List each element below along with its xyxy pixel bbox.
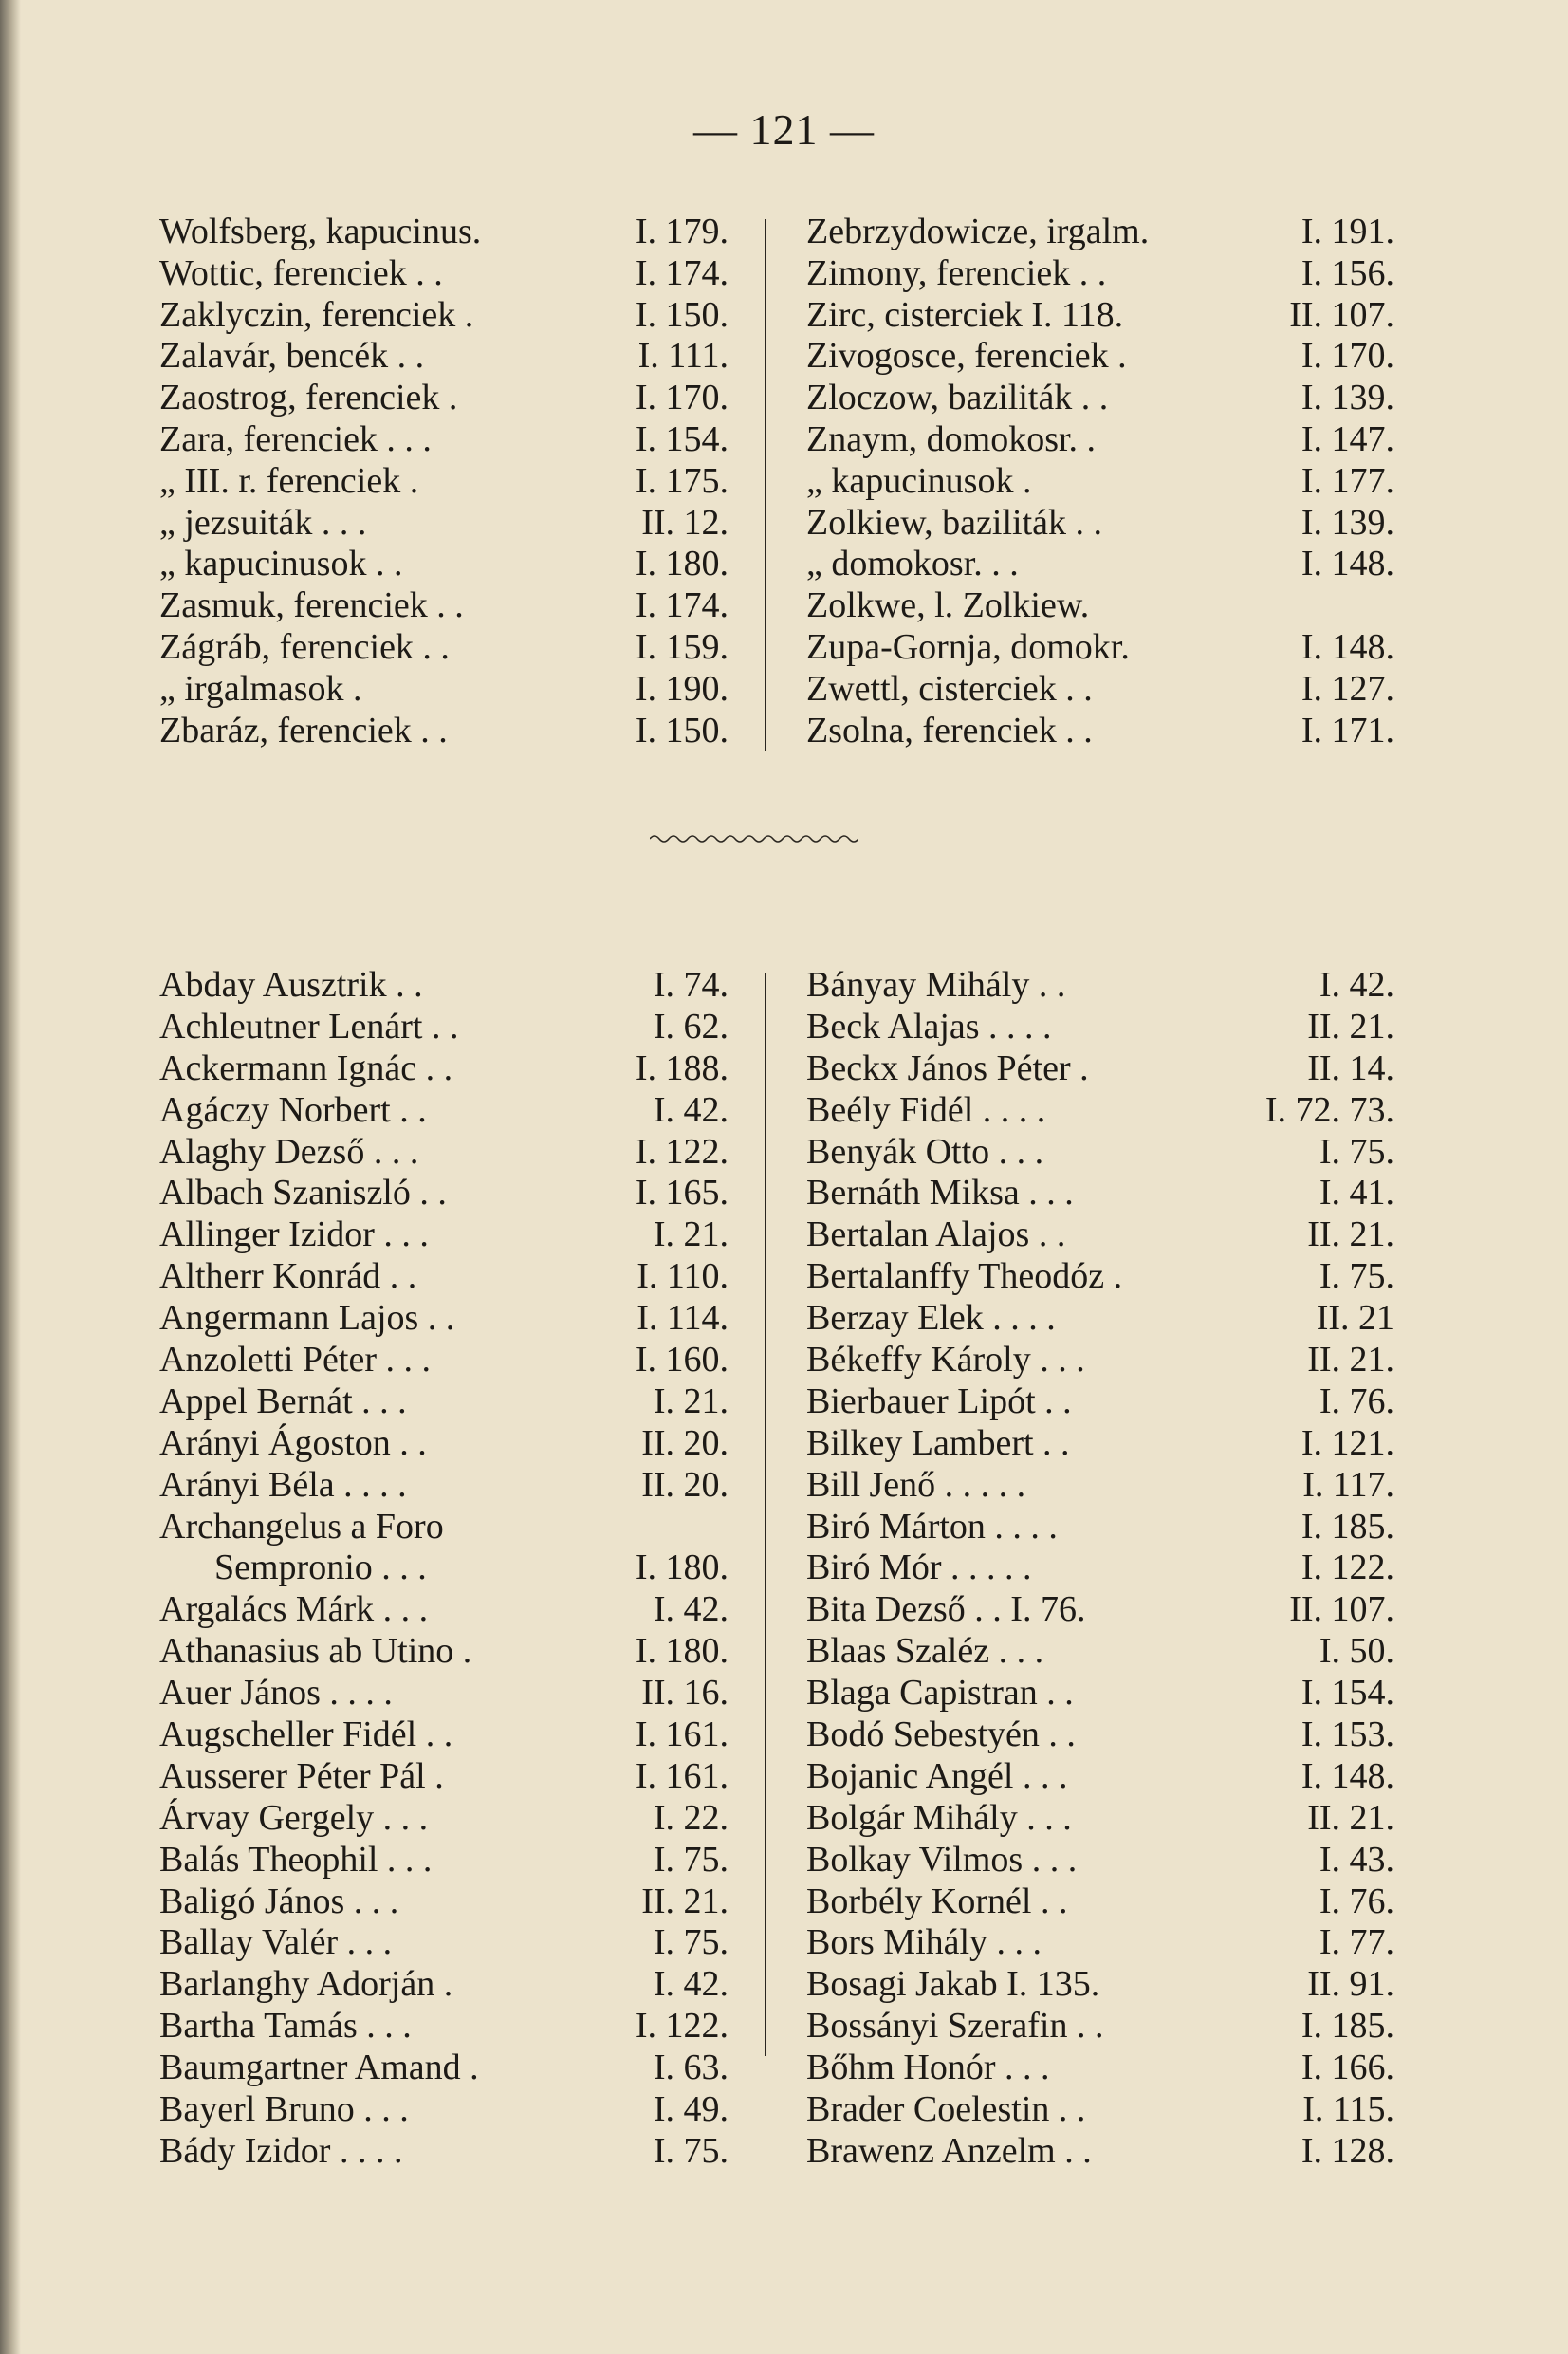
entry-page-reference: I. 76. [1319,1381,1394,1421]
entry-name: Augscheller Fidél . . [159,1715,453,1755]
entry-page-reference: II. 107. [1289,294,1394,335]
index-entry [806,965,1394,1007]
entry-page-reference: II. 14. [1307,1047,1394,1088]
index-entry [159,2048,729,2089]
entry-name: Borbély Kornél . . [806,1881,1068,1921]
entry-name: Athanasius ab Utino . [159,1631,472,1672]
entry-name: Zirc, cisterciek I. 118. [806,294,1124,335]
entry-name: Berzay Elek . . . . [806,1298,1056,1339]
entry-page-reference: II. 12. [641,502,729,543]
entry-name: Bill Jenő . . . . . [806,1464,1026,1505]
entry-name: Zalavár, bencék . . [159,336,425,377]
entry-page-reference: I. 115. [1302,2089,1394,2130]
entry-page-reference: I. 161. [635,1755,729,1796]
index-entry [806,585,1394,627]
index-entry [159,1631,729,1673]
entry-name: Zbaráz, ferenciek . . [159,710,448,751]
entry-page-reference: I. 74. [653,965,729,1005]
index-entry [806,1214,1394,1256]
index-entry [806,503,1394,545]
entry-name: Blaga Capistran . . [806,1673,1074,1714]
index-entry [806,2131,1394,2173]
entry-page-reference: I. 110. [636,1256,729,1297]
entry-name: Argalács Márk . . . [159,1589,429,1630]
index-entry [159,212,729,253]
entry-page-reference: I. 150. [635,294,729,335]
entry-name: Bányay Mihály . . [806,965,1066,1005]
index-entry [806,1756,1394,1798]
index-entry [159,1381,729,1423]
index-entry [806,1256,1394,1298]
entry-page-reference: I. 75. [653,1922,729,1963]
entry-page-reference: I. 121. [1301,1422,1394,1463]
entry-name: Beckx János Péter . [806,1047,1089,1088]
entry-name: Sempronio . . . [214,1548,427,1588]
entry-page-reference: I. 43. [1319,1839,1394,1880]
index-entry [159,711,729,752]
entry-page-reference: I. 148. [1301,1755,1394,1796]
index-entry [159,1756,729,1798]
entry-name: Bossányi Szerafin . . [806,2006,1104,2047]
index-entry [806,2048,1394,2089]
entry-page-reference: I. 148. [1301,544,1394,584]
page-number: — 121 — [693,105,875,154]
index-entry [806,1007,1394,1048]
index-entry [159,2089,729,2131]
entry-page-reference: II. 21. [1307,1006,1394,1047]
entry-page-reference: I. 63. [653,2048,729,2088]
entry-name: Altherr Konrád . . [159,1256,417,1297]
entry-name: Árvay Gergely . . . [159,1797,429,1838]
entry-page-reference: I. 49. [653,2089,729,2130]
entry-name: Zsolna, ferenciek . . [806,710,1093,751]
entry-page-reference: I. 153. [1301,1715,1394,1755]
entry-name: Zasmuk, ferenciek . . [159,585,464,626]
entry-name: Bilkey Lambert . . [806,1422,1070,1463]
entry-name: Anzoletti Péter . . . [159,1340,431,1381]
entry-page-reference: I. 160. [635,1340,729,1381]
entry-name: Albach Szaniszló . . [159,1173,447,1214]
index-entry [806,212,1394,253]
index-entry [806,1881,1394,1923]
index-entry [806,1423,1394,1465]
index-entry [159,503,729,545]
entry-name: Zolkiew, baziliták . . [806,502,1102,543]
index-entry [806,1132,1394,1174]
entry-page-reference: II. 20. [641,1464,729,1505]
entry-name: Zaklyczin, ferenciek . [159,294,474,335]
entry-name: Ausserer Péter Pál . [159,1755,444,1796]
entry-name: Arányi Béla . . . . [159,1464,407,1505]
entry-name: Zaostrog, ferenciek . [159,378,458,418]
entry-page-reference: I. 62. [653,1006,729,1047]
entry-name: Beck Alajas . . . . [806,1006,1052,1047]
entry-name: Zolkwe, l. Zolkiew. [806,585,1090,626]
entry-page-reference: I. 127. [1301,668,1394,709]
entry-name: Arányi Ágoston . . [159,1422,427,1463]
entry-name: Zloczow, baziliták . . [806,378,1109,418]
index-entry [806,1298,1394,1340]
entry-page-reference: I. 42. [1319,965,1394,1005]
entry-name: „ irgalmasok . [159,668,362,709]
entry-name: Biró Márton . . . . [806,1506,1058,1547]
entry-page-reference: I. 166. [1301,2048,1394,2088]
index-entry [159,1715,729,1756]
entry-name: Bernáth Miksa . . . [806,1173,1074,1214]
entry-page-reference: I. 174. [635,585,729,626]
column-rule [765,973,766,2056]
entry-name: Znaym, domokosr. . [806,418,1097,459]
entry-page-reference: I. 114. [636,1298,729,1339]
index-entry [159,965,729,1007]
entry-name: Auer János . . . . [159,1673,393,1714]
entry-page-reference: I. 175. [635,460,729,501]
index-entry [806,1673,1394,1715]
entry-page-reference: I. 122. [635,2006,729,2047]
entry-name: Biró Mór . . . . . [806,1548,1032,1588]
entry-page-reference: II. 21. [1307,1340,1394,1381]
entry-name: „ kapucinusok . . [159,544,403,584]
entry-page-reference: I. 76. [1319,1881,1394,1921]
entry-page-reference: I. 122. [635,1131,729,1172]
entry-name: Wolfsberg, kapucinus. [159,212,482,251]
entry-page-reference: I. 185. [1301,2006,1394,2047]
entry-page-reference: I. 148. [1301,626,1394,667]
entry-page-reference: I. 180. [635,1631,729,1672]
entry-page-reference: I. 190. [635,668,729,709]
entry-page-reference: I. 156. [1301,252,1394,293]
entry-name: Bertalan Alajos . . [806,1214,1066,1255]
index-entry [159,1340,729,1381]
entry-page-reference: I. 75. [1319,1256,1394,1297]
entry-page-reference: II. 107. [1289,1589,1394,1630]
index-entry [159,461,729,503]
index-entry [806,711,1394,752]
index-entry [806,1048,1394,1090]
entry-name: Ackermann Ignác . . [159,1047,453,1088]
entry-page-reference: I. 72. 73. [1264,1089,1394,1130]
index-entry [159,1798,729,1840]
entry-page-reference: I. 42. [653,1964,729,2005]
index-entry [159,1214,729,1256]
page-edge-shadow [0,0,21,2354]
index-entry [159,1673,729,1715]
entry-page-reference: I. 185. [1301,1506,1394,1547]
entry-page-reference: I. 161. [635,1715,729,1755]
places-index-right-column [806,212,1394,751]
entry-page-reference: I. 75. [1319,1131,1394,1172]
index-entry [806,627,1394,669]
index-entry [159,1090,729,1132]
entry-page-reference: I. 191. [1301,212,1394,251]
index-entry [159,585,729,627]
index-entry [806,1381,1394,1423]
entry-name: Bertalanffy Theodóz . [806,1256,1123,1297]
index-entry [806,1840,1394,1881]
entry-name: Bodó Sebestyén . . [806,1715,1076,1755]
index-entry [159,2131,729,2173]
names-index-left-column [159,965,729,2173]
index-entry [806,669,1394,711]
entry-page-reference: I. 22. [653,1797,729,1838]
entry-page-reference: I. 170. [1301,336,1394,377]
index-entry [159,2006,729,2048]
places-index-left-column [159,212,729,751]
entry-name: Agáczy Norbert . . [159,1089,427,1130]
index-entry [159,1132,729,1174]
index-entry [806,419,1394,461]
entry-page-reference: II. 21. [1307,1797,1394,1838]
entry-name: „ kapucinusok . [806,460,1032,501]
column-rule [765,219,766,751]
index-entry [806,1631,1394,1673]
index-entry [806,1589,1394,1631]
index-entry [159,1423,729,1465]
entry-page-reference: I. 128. [1301,2130,1394,2171]
entry-name: Bolgár Mihály . . . [806,1797,1072,1838]
index-entry [806,253,1394,295]
entry-name: Brawenz Anzelm . . [806,2130,1092,2171]
entry-name: Bayerl Bruno . . . [159,2089,409,2130]
entry-name: Bolkay Vilmos . . . [806,1839,1078,1880]
entry-page-reference: I. 165. [635,1173,729,1214]
entry-name: Békeffy Károly . . . [806,1340,1085,1381]
index-entry [159,1007,729,1048]
entry-page-reference: I. 171. [1301,710,1394,751]
entry-page-reference: II. 21. [1307,1214,1394,1255]
entry-name: Zupa-Gornja, domokr. [806,626,1130,667]
index-entry [159,1589,729,1631]
entry-page-reference: I. 117. [1302,1464,1394,1505]
index-entry [806,1715,1394,1756]
entry-name: Zara, ferenciek . . . [159,418,432,459]
entry-name: Zwettl, cisterciek . . [806,668,1093,709]
entry-page-reference: I. 177. [1301,460,1394,501]
index-entry [159,544,729,585]
entry-page-reference: I. 170. [635,378,729,418]
entry-page-reference: II. 16. [641,1673,729,1714]
index-entry [806,1507,1394,1548]
entry-page-reference: I. 147. [1301,418,1394,459]
entry-name: Bors Mihály . . . [806,1922,1042,1963]
entry-page-reference: I. 42. [653,1089,729,1130]
entry-name: Wottic, ferenciek . . [159,252,443,293]
index-entry [159,1548,729,1589]
index-entry [159,1256,729,1298]
entry-name: Bojanic Angél . . . [806,1755,1068,1796]
index-entry [806,1922,1394,1964]
entry-name: „ III. r. ferenciek . [159,460,419,501]
entry-name: Abday Ausztrik . . [159,965,423,1005]
entry-name: Bierbauer Lipót . . [806,1381,1072,1421]
entry-page-reference: I. 180. [635,1548,729,1588]
entry-page-reference: I. 150. [635,710,729,751]
entry-name: Alaghy Dezső . . . [159,1131,419,1172]
index-entry [159,295,729,337]
entry-name: Brader Coelestin . . [806,2089,1086,2130]
index-entry [159,669,729,711]
index-entry [806,2089,1394,2131]
entry-page-reference: I. 159. [635,626,729,667]
entry-name: Zivogosce, ferenciek . [806,336,1127,377]
entry-name: Zebrzydowicze, irgalm. [806,212,1150,251]
entry-name: „ jezsuiták . . . [159,502,367,543]
entry-page-reference: II. 21. [641,1881,729,1921]
index-entry [806,2006,1394,2048]
entry-page-reference: I. 174. [635,252,729,293]
entry-page-reference: I. 111. [637,336,729,377]
names-index-right-column [806,965,1394,2173]
index-entry [159,1507,729,1548]
entry-page-reference: I. 75. [653,1839,729,1880]
index-entry [159,336,729,378]
index-entry [806,1964,1394,2006]
entry-name: Baumgartner Amand . [159,2048,479,2088]
entry-name: Allinger Izidor . . . [159,1214,429,1255]
entry-page-reference: I. 75. [653,2130,729,2171]
index-entry [806,544,1394,585]
entry-name: Bády Izidor . . . . [159,2130,403,2171]
index-entry [806,378,1394,419]
index-entry [806,1465,1394,1507]
index-entry [806,295,1394,337]
entry-page-reference: I. 77. [1319,1922,1394,1963]
entry-page-reference: I. 139. [1301,502,1394,543]
index-entry [159,1840,729,1881]
index-entry [806,461,1394,503]
entry-name: Angermann Lajos . . [159,1298,455,1339]
entry-page-reference: II. 91. [1307,1964,1394,2005]
index-entry [159,419,729,461]
index-entry [806,1340,1394,1381]
index-entry [806,336,1394,378]
entry-page-reference: I. 188. [635,1047,729,1088]
index-entry [159,1881,729,1923]
index-entry [159,1964,729,2006]
index-entry [159,378,729,419]
index-entry [806,1548,1394,1589]
index-entry [159,1048,729,1090]
entry-name: Achleutner Lenárt . . [159,1006,459,1047]
entry-name: „ domokosr. . . [806,544,1019,584]
entry-name: Blaas Szaléz . . . [806,1631,1044,1672]
index-entry [159,627,729,669]
entry-name: Bita Dezső . . I. 76. [806,1589,1086,1630]
entry-page-reference: I. 42. [653,1589,729,1630]
entry-name: Beély Fidél . . . . [806,1089,1046,1130]
entry-name: Bőhm Honór . . . [806,2048,1050,2088]
index-entry [159,253,729,295]
entry-name: Zágráb, ferenciek . . [159,626,450,667]
index-entry [806,1798,1394,1840]
entry-page-reference: I. 179. [635,212,729,251]
entry-name: Zimony, ferenciek . . [806,252,1107,293]
entry-name: Barlanghy Adorján . [159,1964,453,2005]
index-entry [159,1465,729,1507]
entry-name: Archangelus a Foro [159,1506,444,1547]
index-entry [806,1090,1394,1132]
entry-page-reference: II. 21 [1316,1298,1394,1339]
entry-page-reference: I. 21. [653,1381,729,1421]
index-entry [806,1173,1394,1214]
entry-name: Appel Bernát . . . [159,1381,407,1421]
entry-page-reference: I. 180. [635,544,729,584]
entry-page-reference: I. 41. [1319,1173,1394,1214]
index-entry [159,1922,729,1964]
section-divider-ornament [650,833,858,844]
entry-page-reference: I. 139. [1301,378,1394,418]
index-entry [159,1173,729,1214]
entry-page-reference: I. 154. [635,418,729,459]
entry-name: Bosagi Jakab I. 135. [806,1964,1100,2005]
entry-page-reference: I. 50. [1319,1631,1394,1672]
entry-name: Baligó János . . . [159,1881,399,1921]
entry-page-reference: I. 21. [653,1214,729,1255]
entry-name: Benyák Otto . . . [806,1131,1044,1172]
entry-page-reference: I. 122. [1301,1548,1394,1588]
entry-name: Ballay Valér . . . [159,1922,393,1963]
entry-name: Bartha Tamás . . . [159,2006,412,2047]
entry-page-reference: II. 20. [641,1422,729,1463]
entry-name: Balás Theophil . . . [159,1839,433,1880]
index-entry [159,1298,729,1340]
entry-page-reference: I. 154. [1301,1673,1394,1714]
